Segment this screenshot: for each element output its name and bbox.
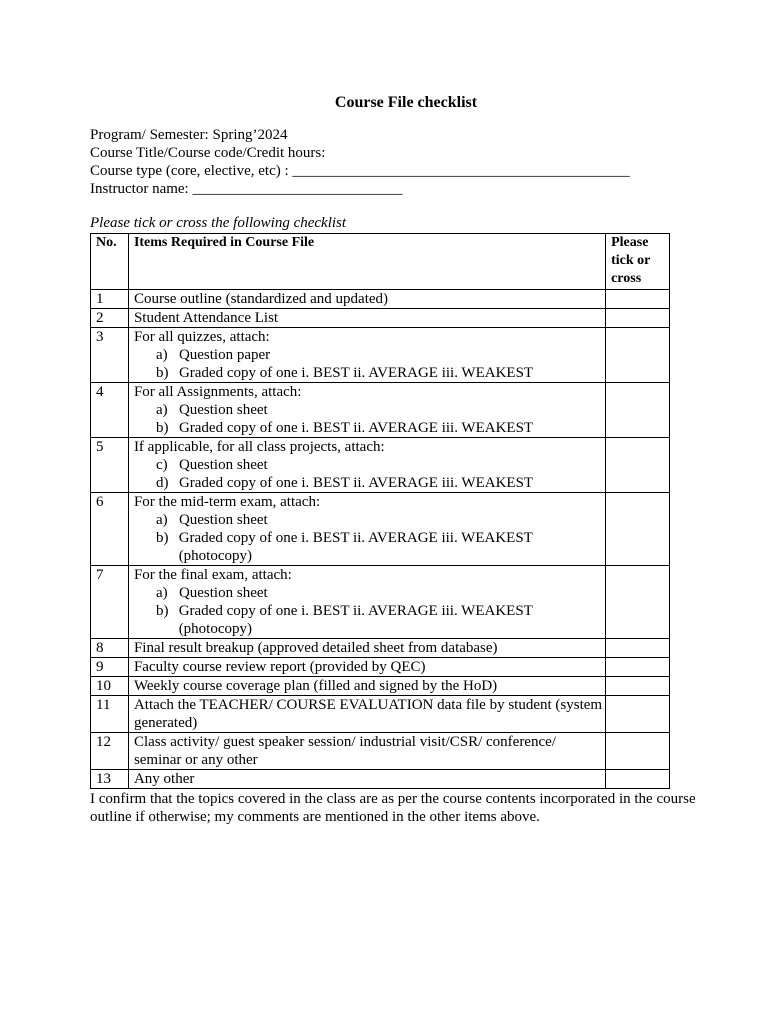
item-number: 13 xyxy=(91,770,129,789)
item-number: 7 xyxy=(91,566,129,639)
sub-item xyxy=(134,401,605,419)
course-title-line: Course Title/Course code/Credit hours: xyxy=(90,145,326,161)
item-number: 10 xyxy=(91,677,129,696)
sub-item-text: Graded copy of one i. BEST ii. AVERAGE iii. WEAKEST xyxy=(178,475,534,491)
item-description xyxy=(128,658,605,677)
item-description xyxy=(128,639,605,658)
item-description xyxy=(128,733,605,770)
tick-cell[interactable] xyxy=(606,383,670,438)
page-title: Course File checklist xyxy=(334,94,478,111)
table-row xyxy=(91,770,670,789)
sub-item-marker: b) xyxy=(155,530,169,546)
header-no: No. xyxy=(91,234,129,290)
item-description xyxy=(128,383,605,438)
item-number: 3 xyxy=(91,328,129,383)
course-info xyxy=(90,126,630,198)
sub-item-marker: b) xyxy=(155,603,169,619)
sub-item-marker: b) xyxy=(155,365,169,381)
header-tick xyxy=(606,234,670,290)
item-number: 9 xyxy=(91,658,129,677)
course-type-line: Course type (core, elective, etc) : _____________________________________________ xyxy=(90,163,630,179)
item-description xyxy=(128,290,605,309)
checklist-table xyxy=(90,233,670,789)
item-number: 4 xyxy=(91,383,129,438)
item-description xyxy=(128,696,605,733)
item-description xyxy=(128,770,605,789)
item-description xyxy=(128,677,605,696)
table-row xyxy=(91,290,670,309)
item-text: For the final exam, attach: xyxy=(133,567,292,583)
sub-item-marker: a) xyxy=(155,512,168,528)
checklist-intro: Please tick or cross the following checklist xyxy=(90,215,347,231)
tick-cell[interactable] xyxy=(606,566,670,639)
sub-item xyxy=(134,419,605,437)
tick-cell[interactable] xyxy=(606,658,670,677)
sub-item-text: Question sheet xyxy=(178,402,268,418)
tick-cell[interactable] xyxy=(606,493,670,566)
sub-item-text: Graded copy of one i. BEST ii. AVERAGE iii. WEAKEST (photocopy) xyxy=(178,530,533,564)
instructor-line: Instructor name: ____________________________ xyxy=(90,181,403,197)
program-semester: Program/ Semester: Spring’2024 xyxy=(90,127,288,143)
sub-item xyxy=(134,364,605,382)
sub-item xyxy=(134,602,605,638)
tick-cell[interactable] xyxy=(606,438,670,493)
sub-item xyxy=(134,474,605,492)
table-header-row xyxy=(91,234,670,290)
table-row xyxy=(91,696,670,733)
table-row xyxy=(91,677,670,696)
table-row xyxy=(91,383,670,438)
item-text: For all Assignments, attach: xyxy=(133,384,302,400)
item-number: 6 xyxy=(91,493,129,566)
sub-item xyxy=(134,529,605,565)
tick-cell[interactable] xyxy=(606,290,670,309)
sub-item-text: Question sheet xyxy=(178,585,268,601)
sub-item-marker: a) xyxy=(155,585,168,601)
item-text: Any other xyxy=(133,771,195,787)
sub-item-text: Question sheet xyxy=(178,512,268,528)
tick-cell[interactable] xyxy=(606,733,670,770)
item-text: Final result breakup (approved detailed sheet from database) xyxy=(133,640,498,656)
sub-item xyxy=(134,346,605,364)
item-description xyxy=(128,566,605,639)
table-row xyxy=(91,733,670,770)
sub-item xyxy=(134,584,605,602)
table-row xyxy=(91,658,670,677)
tick-cell[interactable] xyxy=(606,328,670,383)
item-description xyxy=(128,309,605,328)
item-number: 12 xyxy=(91,733,129,770)
item-text: Student Attendance List xyxy=(133,310,279,326)
tick-cell[interactable] xyxy=(606,770,670,789)
item-description xyxy=(128,328,605,383)
tick-cell[interactable] xyxy=(606,309,670,328)
table-row xyxy=(91,309,670,328)
item-description xyxy=(128,438,605,493)
tick-cell[interactable] xyxy=(606,639,670,658)
item-text: Attach the TEACHER/ COURSE EVALUATION data file by student (system generated) xyxy=(133,697,603,731)
item-number: 1 xyxy=(91,290,129,309)
item-text: Faculty course review report (provided by QEC) xyxy=(133,659,426,675)
sub-item-marker: b) xyxy=(155,420,169,436)
sub-item-text: Question paper xyxy=(178,347,271,363)
sub-item-marker: a) xyxy=(155,402,168,418)
sub-item xyxy=(134,511,605,529)
table-row xyxy=(91,438,670,493)
item-description xyxy=(128,493,605,566)
sub-item-marker: c) xyxy=(155,457,168,473)
table-row xyxy=(91,566,670,639)
item-text: Course outline (standardized and updated) xyxy=(133,291,389,307)
table-row xyxy=(91,328,670,383)
header-item: Items Required in Course File xyxy=(128,234,605,290)
item-text: Weekly course coverage plan (filled and signed by the HoD) xyxy=(133,678,498,694)
sub-item-text: Question sheet xyxy=(178,457,268,473)
item-number: 11 xyxy=(91,696,129,733)
sub-item-marker: a) xyxy=(155,347,168,363)
table-row xyxy=(91,493,670,566)
table-row xyxy=(91,639,670,658)
header-tick-label: Please tick or cross xyxy=(611,235,651,286)
sub-item-text: Graded copy of one i. BEST ii. AVERAGE iii. WEAKEST xyxy=(178,365,534,381)
item-number: 2 xyxy=(91,309,129,328)
checklist-rows xyxy=(91,290,670,789)
item-number: 8 xyxy=(91,639,129,658)
sub-item-text: Graded copy of one i. BEST ii. AVERAGE iii. WEAKEST xyxy=(178,420,534,436)
item-text: For the mid-term exam, attach: xyxy=(133,494,321,510)
sub-item xyxy=(134,456,605,474)
item-number: 5 xyxy=(91,438,129,493)
sub-item-text: Graded copy of one i. BEST ii. AVERAGE iii. WEAKEST (photocopy) xyxy=(178,603,533,637)
item-text: For all quizzes, attach: xyxy=(133,329,270,345)
tick-cell[interactable] xyxy=(606,696,670,733)
confirmation-text: I confirm that the topics covered in the class are as per the course contents incorporated in the course outline if otherwise; my comments are mentioned in the other items above. xyxy=(90,791,696,825)
item-text: Class activity/ guest speaker session/ industrial visit/CSR/ conference/ seminar or any other xyxy=(133,734,556,768)
item-text: If applicable, for all class projects, attach: xyxy=(133,439,385,455)
tick-cell[interactable] xyxy=(606,677,670,696)
sub-item-marker: d) xyxy=(155,475,169,491)
